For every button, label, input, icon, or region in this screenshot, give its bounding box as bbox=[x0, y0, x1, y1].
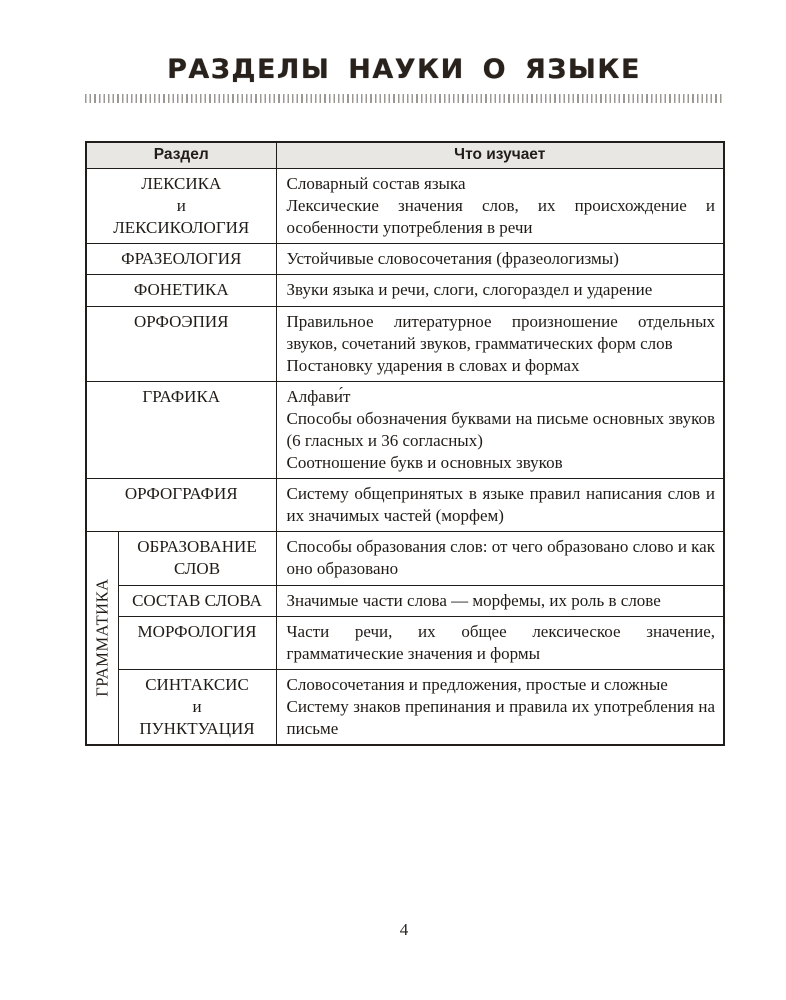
studies-item: Лексические значения слов, их происхождение и особенности употребления в речи bbox=[286, 196, 715, 238]
studies-item: Алфави́т bbox=[286, 386, 351, 406]
page-number: 4 bbox=[399, 920, 409, 939]
section-cell: ОРФОЭПИЯ bbox=[86, 306, 276, 381]
table-row bbox=[86, 532, 724, 585]
table-row bbox=[86, 479, 724, 532]
studies-cell bbox=[276, 532, 724, 585]
table-row bbox=[86, 616, 724, 669]
sections-table bbox=[85, 141, 725, 746]
section-cell: ОБРАЗОВАНИЕ СЛОВ bbox=[118, 532, 276, 585]
grammar-group-cell bbox=[86, 532, 118, 745]
studies-cell bbox=[276, 275, 724, 306]
studies-item: Способы обозначения буквами на письме основных звуков (6 гласных и 36 согласных) bbox=[286, 408, 715, 450]
studies-item: Словосочетания и предложения, простые и сложные bbox=[286, 674, 668, 694]
studies-cell bbox=[276, 381, 724, 478]
studies-item: Постановку ударения в словах и формах bbox=[286, 355, 580, 375]
studies-cell bbox=[276, 169, 724, 244]
section-cell: МОРФОЛОГИЯ bbox=[118, 616, 276, 669]
studies-cell bbox=[276, 244, 724, 275]
studies-item: Устойчивые словосочетания (фразеологизмы) bbox=[286, 249, 619, 269]
section-cell: ЛЕКСИКА и ЛЕКСИКОЛОГИЯ bbox=[86, 169, 276, 244]
section-cell: СИНТАКСИС и ПУНКТУАЦИЯ bbox=[118, 669, 276, 745]
table-row bbox=[86, 244, 724, 275]
studies-item: Систему общепринятых в языке правил написания слов и их значимых частей (морфем) bbox=[286, 484, 715, 526]
table-row bbox=[86, 585, 724, 616]
table-row bbox=[86, 169, 724, 244]
studies-item: Способы образования слов: от чего образовано слово и как оно образовано bbox=[286, 537, 715, 579]
table-row bbox=[86, 669, 724, 745]
section-cell: ГРАФИКА bbox=[86, 381, 276, 478]
studies-item: Части речи, их общее лексическое значение, грамматические значения и формы bbox=[286, 621, 715, 663]
table-row bbox=[86, 381, 724, 478]
section-cell: ОРФОГРАФИЯ bbox=[86, 479, 276, 532]
page-title: РАЗДЕЛЫ НАУКИ О ЯЗЫКЕ bbox=[167, 54, 641, 85]
column-header-section: Раздел bbox=[86, 142, 276, 169]
section-cell: ФРАЗЕОЛОГИЯ bbox=[86, 244, 276, 275]
column-header-studies: Что изучает bbox=[276, 142, 724, 169]
table-header-row bbox=[86, 142, 724, 169]
studies-item: Правильное литературное произношение отдельных звуков, сочетаний звуков, грамматических форм слов bbox=[286, 311, 715, 353]
studies-item: Словарный состав языка bbox=[286, 174, 466, 194]
page-content bbox=[85, 0, 723, 939]
studies-item: Звуки языка и речи, слоги, слогораздел и ударение bbox=[286, 280, 653, 300]
table-row bbox=[86, 306, 724, 381]
decorative-dashed-rule bbox=[85, 94, 723, 103]
studies-cell bbox=[276, 616, 724, 669]
studies-item: Соотношение букв и основных звуков bbox=[286, 453, 563, 473]
studies-item: Значимые части слова — морфемы, их роль в слове bbox=[286, 590, 661, 610]
studies-cell bbox=[276, 479, 724, 532]
section-cell: СОСТАВ СЛОВА bbox=[118, 585, 276, 616]
table-body bbox=[86, 169, 724, 746]
studies-cell bbox=[276, 669, 724, 745]
studies-item: Систему знаков препинания и правила их употребления на письме bbox=[286, 696, 715, 739]
grammar-group-label: ГРАММАТИКА bbox=[92, 579, 112, 698]
section-cell: ФОНЕТИКА bbox=[86, 275, 276, 306]
table-row bbox=[86, 275, 724, 306]
studies-cell bbox=[276, 306, 724, 381]
studies-cell bbox=[276, 585, 724, 616]
